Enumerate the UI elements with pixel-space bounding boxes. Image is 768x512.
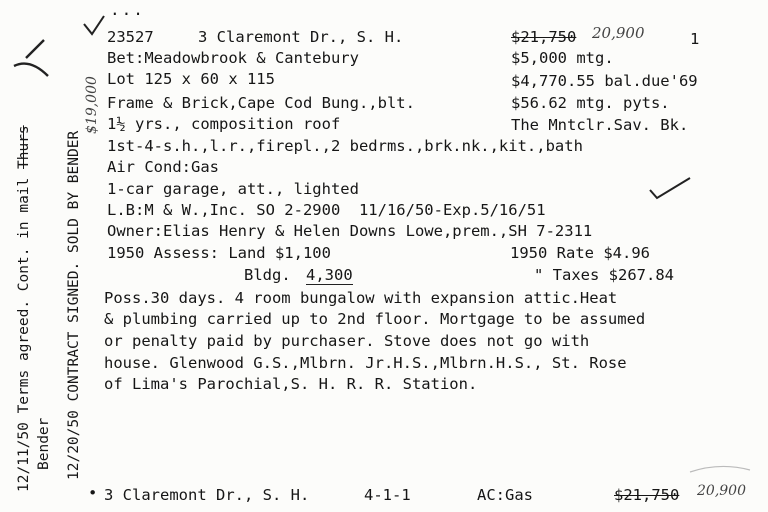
assess-bldg-value: 4,300 <box>306 266 353 284</box>
remarks-line: of Lima's Parochial,S. H. R. R. Station. <box>104 375 478 393</box>
balance-due: $4,770.55 bal.due'69 <box>511 72 698 90</box>
garage: 1-car garage, att., lighted <box>107 180 359 198</box>
side-note-sold-price: $19,000 <box>84 76 100 134</box>
mortgage-amount: $5,000 mtg. <box>511 49 614 67</box>
smudge-mark <box>690 466 750 472</box>
owner: Owner:Elias Henry & Helen Downs Lowe,prem.,SH 7-2311 <box>107 222 593 240</box>
corner-hook-mark <box>14 40 48 76</box>
remarks-line: house. Glenwood G.S.,Mlbrn. Jr.H.S.,Mlbrn.H.S., St. Rose <box>104 354 627 372</box>
footer-bullet: • <box>88 484 98 502</box>
footer-price-struck: $21,750 <box>614 486 680 504</box>
header-address: 3 Claremont Dr., S. H. <box>198 28 404 46</box>
check-mark-top <box>84 16 104 34</box>
remarks-line: Poss.30 days. 4 room bungalow with expansion attic.Heat <box>104 289 618 307</box>
assess-bldg-label: Bldg. <box>244 266 291 284</box>
footer-code: 4-1-1 <box>364 486 411 504</box>
header-price-handwritten: 20,900 <box>592 24 645 42</box>
side-note-terms: 12/11/50 Terms agreed. Cont. in mail Thurs <box>16 125 32 492</box>
rooms: 1st-4-s.h.,l.r.,firepl.,2 bedrms.,brk.nk.,kit.,bath <box>107 137 583 155</box>
between-streets: Bet:Meadowbrook & Cantebury <box>107 49 359 67</box>
side-note-bender: Bender <box>36 417 52 470</box>
copy-number: 1 <box>690 30 700 48</box>
footer-address: 3 Claremont Dr., S. H. <box>104 486 310 504</box>
age-roof: 1½ yrs., composition roof <box>107 115 341 133</box>
construction: Frame & Brick,Cape Cod Bung.,blt. <box>107 94 415 112</box>
side-note-struck: Thurs <box>16 125 32 169</box>
mortgage-bank: The Mntclr.Sav. Bk. <box>511 116 689 134</box>
remarks-line: or penalty paid by purchaser. Stove does not go with <box>104 332 590 350</box>
taxes: " Taxes $267.84 <box>534 266 674 284</box>
footer-price-handwritten: 20,900 <box>697 483 746 499</box>
side-note-contract: 12/20/50 CONTRACT SIGNED. SOLD BY BENDER <box>66 130 82 480</box>
check-mark-right <box>650 178 690 198</box>
remarks-line: & plumbing carried up to 2nd floor. Mortgage to be assumed <box>104 310 646 328</box>
mortgage-payments: $56.62 mtg. pyts. <box>511 94 670 112</box>
broker-dates: L.B:M & W.,Inc. SO 2-2900 11/16/50-Exp.5/16/51 <box>107 201 546 219</box>
footer-ac: AC:Gas <box>477 486 533 504</box>
tax-rate: 1950 Rate $4.96 <box>510 244 650 262</box>
air-conditioning: Air Cond:Gas <box>107 158 219 176</box>
top-marks: ... <box>110 0 145 19</box>
header-price-struck: $21,750 <box>511 28 577 46</box>
assess-land: 1950 Assess: Land $1,100 <box>107 244 331 262</box>
lot-size: Lot 125 x 60 x 115 <box>107 70 275 88</box>
listing-number: 23527 <box>107 28 154 46</box>
